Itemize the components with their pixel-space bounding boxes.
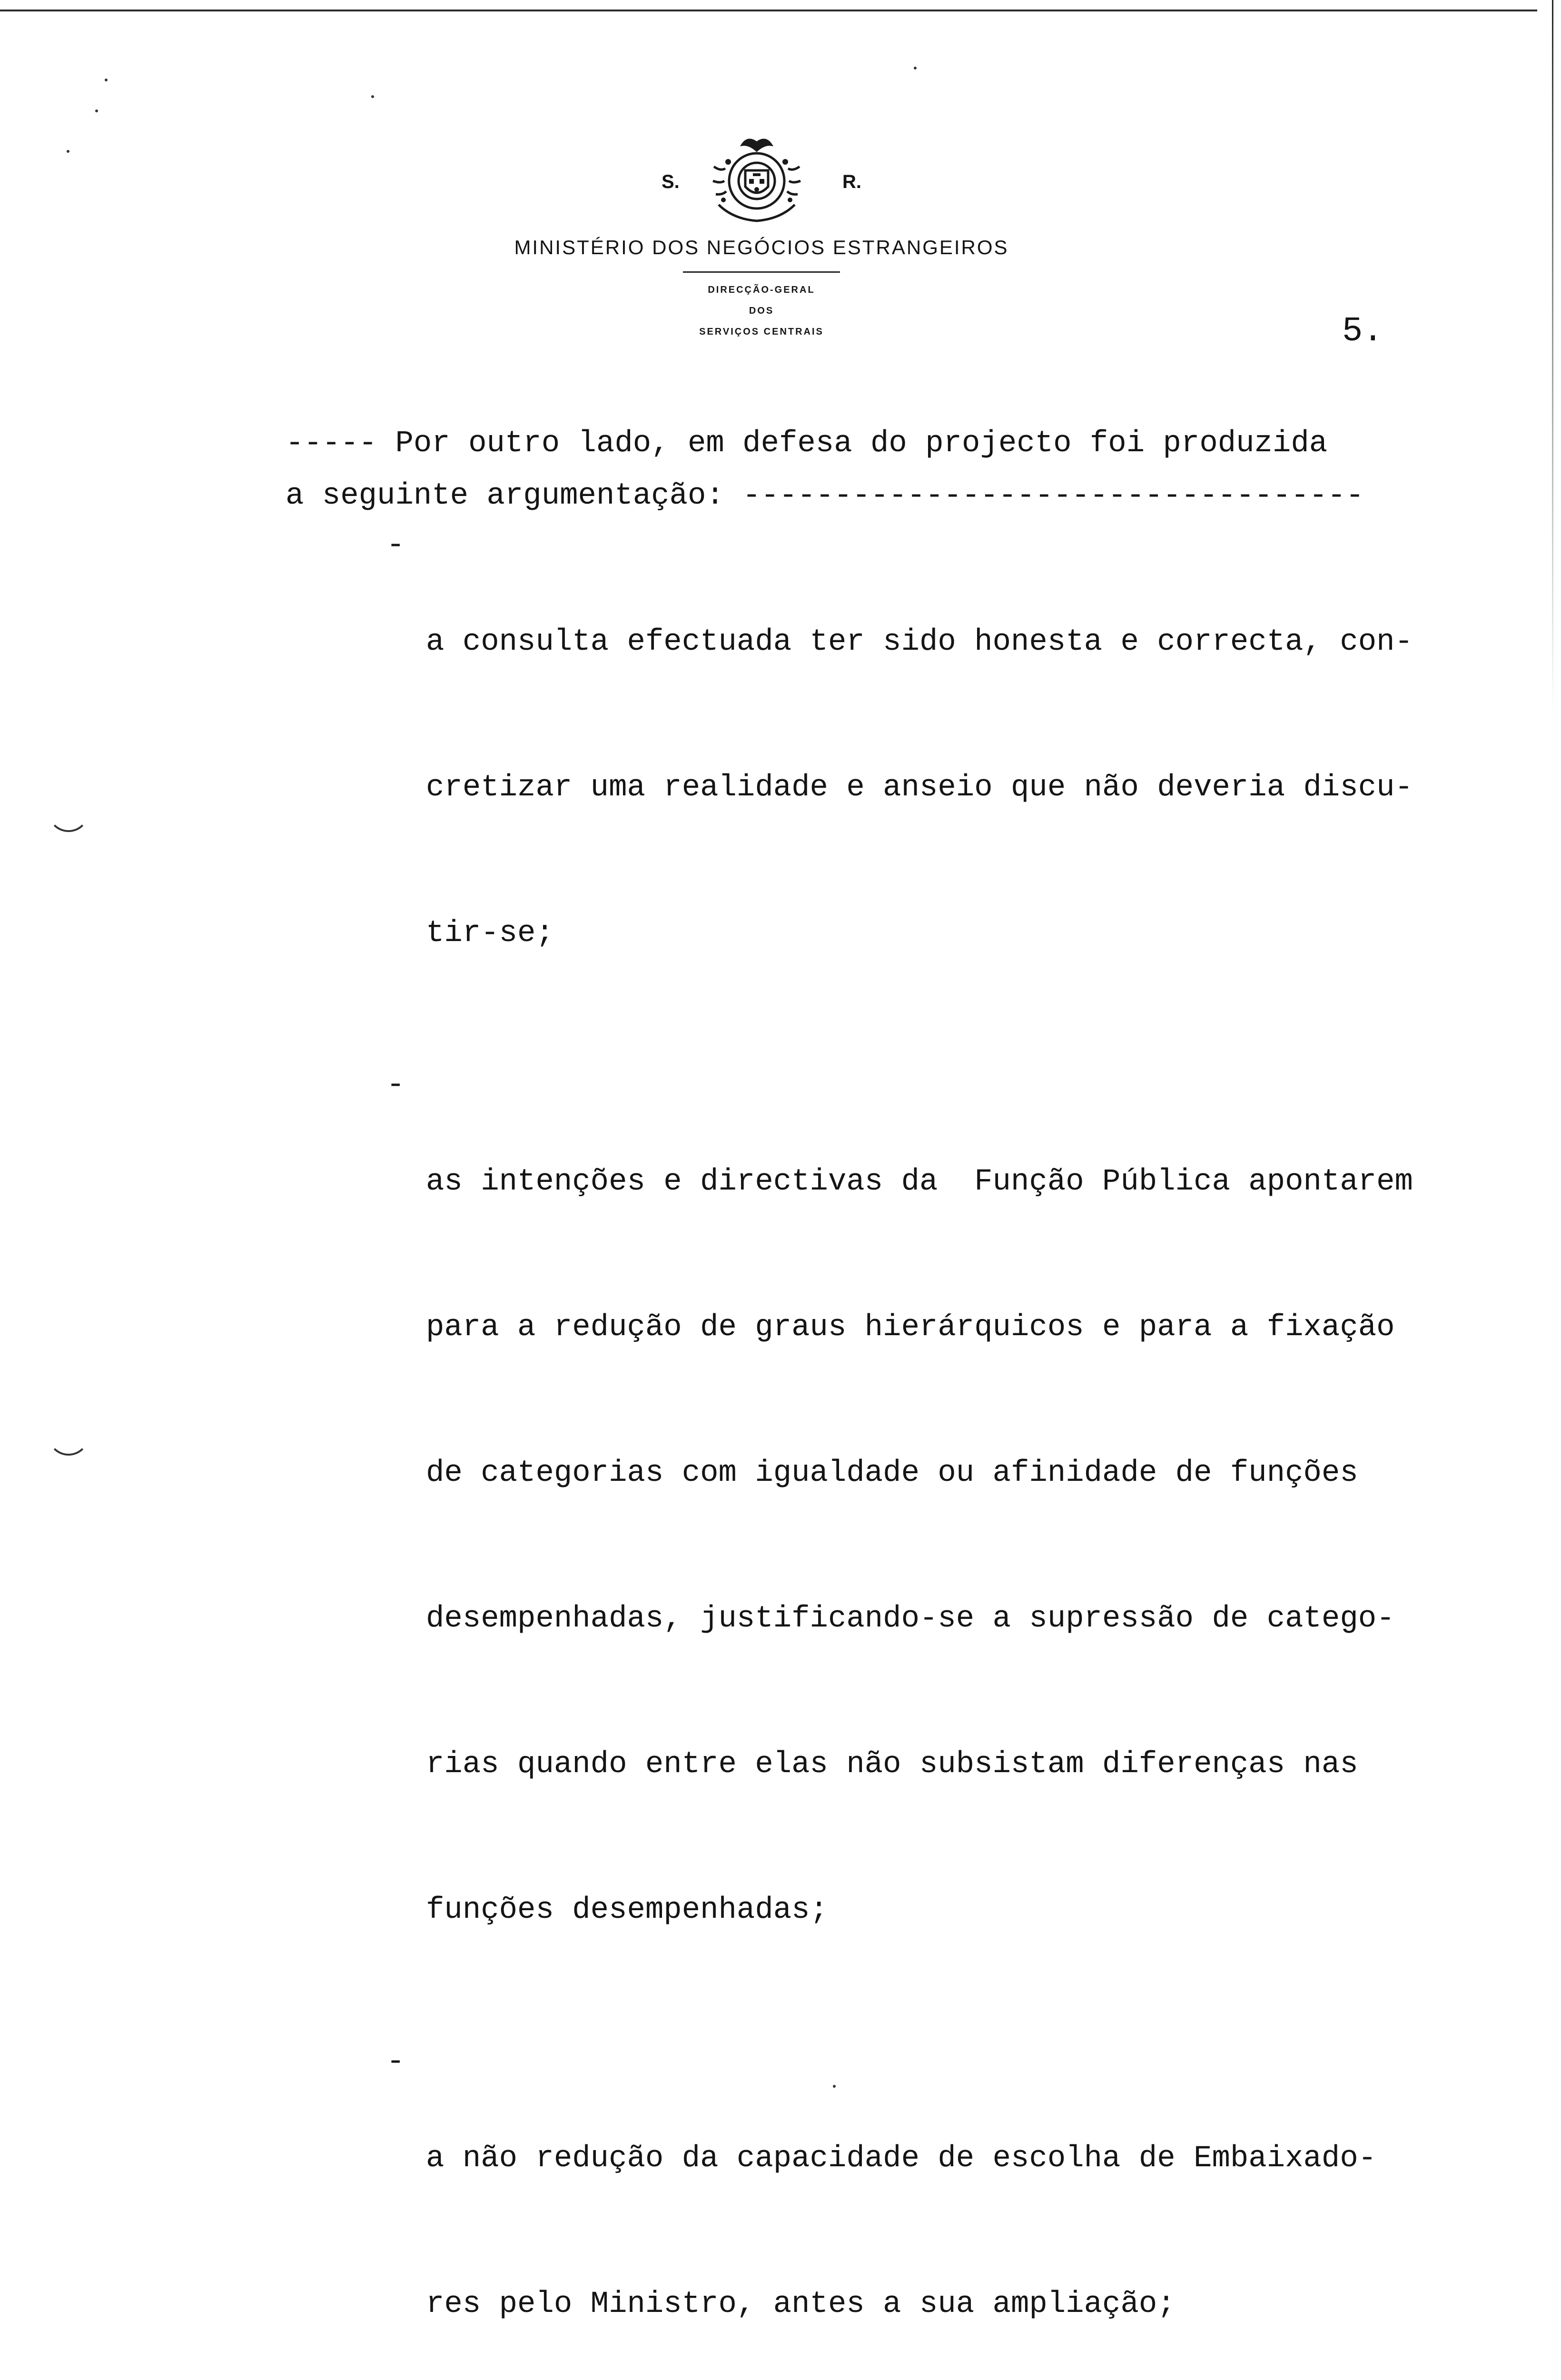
argument-list <box>286 521 1523 2380</box>
seal-right-letter: R. <box>842 171 861 192</box>
text-line: desempenhadas, justificando-se a supressão de catego- <box>426 1602 1395 1636</box>
text-line: res pelo Ministro, antes a sua ampliação; <box>426 2287 1176 2321</box>
bullet-dash: - <box>386 2045 405 2079</box>
argument-item <box>286 521 1523 1055</box>
letterhead-rule <box>683 271 840 273</box>
text-line: as intenções e directivas da Função Pública apontarem <box>426 1165 1413 1199</box>
text-line: de categorias com igualdade ou afinidade de funções <box>426 1456 1358 1490</box>
scan-speck <box>95 109 98 112</box>
margin-mark <box>48 1433 89 1456</box>
coat-of-arms-icon <box>700 133 814 228</box>
text-line: ----- Por outro lado, em defesa do projecto foi produzida <box>286 426 1328 461</box>
argument-item <box>286 2037 1523 2380</box>
scan-right-edge <box>1552 0 1553 714</box>
department-line: SERVIÇOS CENTRAIS <box>699 327 824 337</box>
page-number: 5. <box>1342 312 1383 351</box>
text-line: a consulta efectuada ter sido honesta e correcta, con- <box>426 625 1413 659</box>
argument-item <box>286 1061 1523 2032</box>
scan-top-edge <box>0 10 1537 11</box>
text-line: a seguinte argumentação: ---------------------------------- <box>286 479 1364 513</box>
text-line: cretizar uma realidade e anseio que não deveria discu- <box>426 771 1413 805</box>
seal-left-letter: S. <box>662 171 680 192</box>
scan-speck <box>67 150 69 153</box>
margin-mark <box>48 809 89 832</box>
ministry-name: MINISTÉRIO DOS NEGÓCIOS ESTRANGEIROS <box>514 236 1009 258</box>
intro-paragraph <box>286 419 1523 521</box>
bullet-dash: - <box>386 1068 405 1102</box>
bullet-dash: - <box>386 528 405 563</box>
scan-speck <box>105 79 108 81</box>
text-line: tir-se; <box>426 916 554 951</box>
text-line: rias quando entre elas não subsistam diferenças nas <box>426 1747 1358 1782</box>
text-line: funções desempenhadas; <box>426 1893 828 1927</box>
letterhead <box>466 129 1057 342</box>
text-line: a não redução da capacidade de escolha de Embaixado- <box>426 2142 1377 2176</box>
department-line: DOS <box>749 306 774 316</box>
scan-speck <box>914 67 917 69</box>
document-body <box>286 419 1523 2380</box>
department-line: DIRECÇÃO-GERAL <box>708 285 815 295</box>
seal-row <box>466 129 1057 233</box>
scan-speck <box>371 95 374 98</box>
text-line: para a redução de graus hierárquicos e para a fixação <box>426 1310 1395 1345</box>
